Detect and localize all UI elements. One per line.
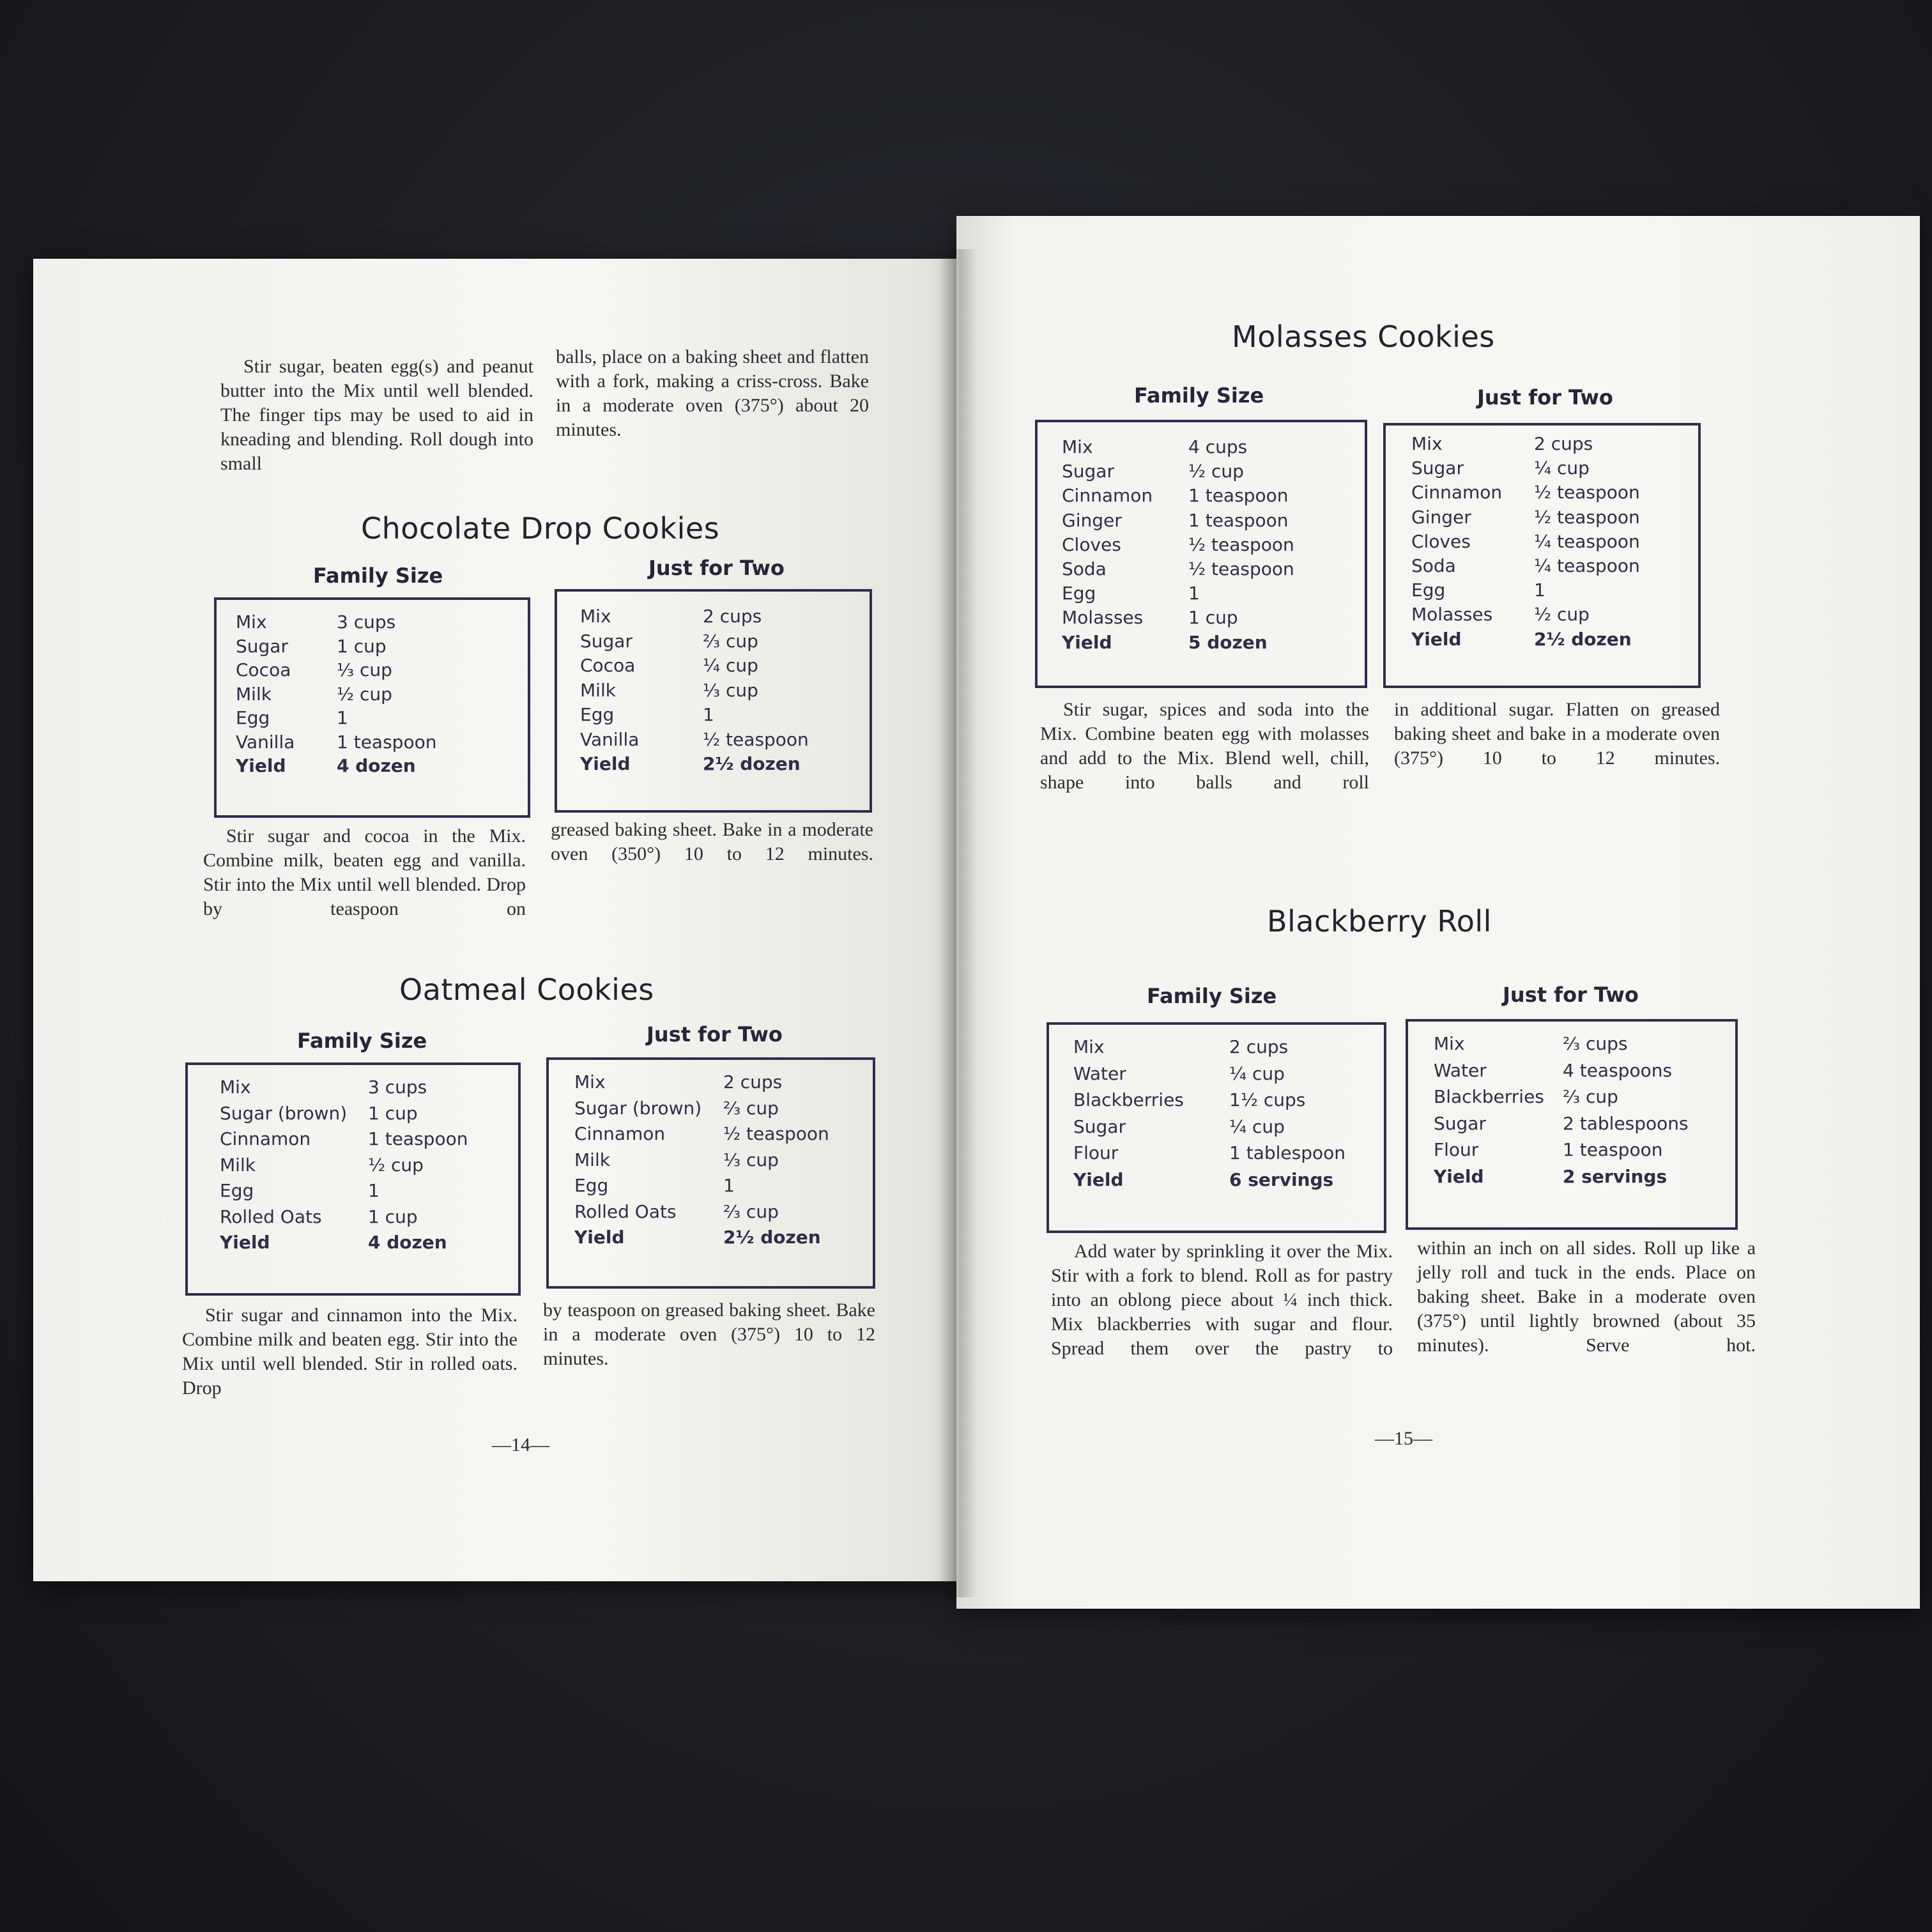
ingredient-amount: 1	[1188, 583, 1200, 604]
ingredient-name: Mix	[574, 1071, 606, 1092]
recipe-title-chocolate-drop: Chocolate Drop Cookies	[361, 511, 720, 546]
ingredient-name: Blackberries	[1434, 1086, 1544, 1107]
ingredient-name: Water	[1073, 1062, 1126, 1084]
ingredient-name: Mix	[220, 1077, 251, 1098]
ingredient-amount: ½ teaspoon	[723, 1123, 829, 1144]
ingredient-amount: 1	[368, 1180, 379, 1201]
ingredient-amount: 2 cups	[1534, 433, 1593, 454]
ingredients-box-family	[214, 597, 530, 818]
ingredient-name: Flour	[1073, 1142, 1119, 1163]
ingredient-amount: ⅔ cup	[703, 630, 758, 652]
ingredient-amount: ⅔ cup	[1563, 1086, 1618, 1107]
ingredient-name: Yield	[1411, 628, 1462, 650]
ingredient-name: Vanilla	[236, 731, 295, 753]
family-size-label: Family Size	[1147, 984, 1277, 1008]
ingredient-amount: ⅔ cup	[723, 1097, 779, 1119]
ingredient-name: Sugar (brown)	[574, 1097, 702, 1119]
ingredient-amount: 2½ dozen	[1534, 628, 1632, 650]
ingredient-amount: ½ cup	[368, 1154, 424, 1176]
directions-col2: greased baking sheet. Bake in a moderate oven (350°) 10 to 12 minutes.	[551, 819, 873, 864]
ingredient-name: Yield	[580, 753, 631, 774]
ingredient-name: Soda	[1411, 555, 1456, 576]
ingredient-name: Cloves	[1411, 530, 1471, 552]
ingredient-name: Mix	[1062, 436, 1093, 457]
ingredient-name: Sugar	[580, 630, 632, 652]
ingredient-amount: 1	[723, 1175, 735, 1196]
ingredient-name: Mix	[1434, 1033, 1465, 1054]
ingredient-name: Egg	[220, 1180, 254, 1201]
ingredient-amount: ½ teaspoon	[1534, 482, 1640, 503]
ingredient-amount: 4 dozen	[337, 755, 416, 776]
ingredient-name: Yield	[1434, 1165, 1484, 1187]
ingredient-name: Yield	[1073, 1169, 1124, 1190]
ingredient-amount: ⅓ cup	[337, 659, 392, 680]
ingredient-amount: ¼ cup	[1229, 1116, 1285, 1137]
just-for-two-label: Just for Two	[1503, 983, 1639, 1007]
directions-col2: within an inch on all sides. Roll up like a jelly roll and tuck in the ends. Place on baking sheet. Bake in a moderate oven (375°) until lightly browned (about 35 minutes). Serve hot.	[1417, 1238, 1756, 1356]
ingredients-box-family	[185, 1062, 521, 1296]
ingredient-amount: 2 cups	[1229, 1036, 1289, 1057]
ingredient-name: Sugar (brown)	[220, 1102, 348, 1124]
ingredient-amount: 2½ dozen	[703, 753, 801, 774]
ingredient-amount: ¼ cup	[703, 655, 758, 676]
ingredient-amount: 1 cup	[368, 1102, 418, 1124]
ingredient-amount: 4 dozen	[368, 1232, 447, 1253]
ingredients-box-two	[1406, 1019, 1738, 1230]
ingredient-name: Sugar	[1434, 1112, 1486, 1134]
ingredient-name: Egg	[580, 704, 615, 725]
just-for-two-label: Just for Two	[1477, 385, 1613, 410]
ingredient-name: Yield	[1062, 631, 1112, 653]
ingredient-name: Vanilla	[580, 728, 640, 750]
ingredients-box-family	[1046, 1022, 1386, 1233]
ingredient-amount: ½ cup	[1534, 604, 1590, 625]
directions-col1: Stir sugar, spices and soda into the Mix. Combine beaten egg with molasses and add to the Mix. Blend well, chill, shape into balls and roll	[1040, 699, 1369, 793]
ingredient-name: Blackberries	[1073, 1089, 1184, 1110]
ingredient-name: Sugar	[1062, 461, 1114, 482]
directions-col1: Stir sugar and cocoa in the Mix. Combine milk, beaten egg and vanilla. Stir into the Mix until well blended. Drop by teaspoon on	[203, 825, 526, 919]
ingredient-amount: ½ teaspoon	[1534, 506, 1640, 528]
ingredient-name: Cocoa	[236, 659, 291, 680]
ingredient-name: Ginger	[1411, 506, 1471, 528]
directions-col1: Add water by sprinkling it over the Mix. Stir with a fork to blend. Roll as for pastry into an oblong piece about ¼ inch thick. Mix blackberries with sugar and flour. Spread them over the pastry to	[1051, 1241, 1393, 1359]
recipe-title-oatmeal: Oatmeal Cookies	[399, 972, 654, 1007]
family-size-label: Family Size	[313, 564, 443, 588]
ingredient-amount: 5 dozen	[1188, 631, 1268, 653]
ingredient-name: Flour	[1434, 1139, 1479, 1160]
ingredients-box-two	[555, 589, 872, 813]
ingredient-amount: 2 tablespoons	[1563, 1112, 1689, 1134]
ingredient-name: Molasses	[1062, 607, 1144, 629]
ingredient-name: Egg	[1062, 583, 1096, 604]
ingredient-amount: 4 cups	[1188, 436, 1248, 457]
ingredient-name: Mix	[580, 606, 611, 627]
ingredient-name: Yield	[236, 755, 286, 776]
recipe-title-molasses: Molasses Cookies	[1232, 319, 1495, 354]
ingredient-name: Sugar	[1411, 457, 1464, 479]
ingredient-name: Ginger	[1062, 509, 1122, 531]
ingredient-name: Rolled Oats	[574, 1200, 677, 1222]
ingredient-amount: 2 servings	[1563, 1165, 1667, 1187]
ingredient-name: Cinnamon	[220, 1128, 311, 1149]
ingredient-amount: 1 teaspoon	[1188, 509, 1289, 531]
ingredient-name: Yield	[574, 1227, 625, 1248]
ingredient-amount: ¼ teaspoon	[1534, 555, 1640, 576]
ingredient-amount: 1 teaspoon	[368, 1128, 468, 1149]
ingredient-amount: ½ cup	[337, 683, 392, 705]
ingredient-amount: 1 teaspoon	[1188, 485, 1289, 507]
family-size-label: Family Size	[297, 1029, 427, 1053]
ingredient-amount: 1½ cups	[1229, 1089, 1306, 1110]
ingredient-name: Sugar	[1073, 1116, 1126, 1137]
ingredient-amount: 1 tablespoon	[1229, 1142, 1346, 1163]
ingredients-box-two	[546, 1057, 875, 1289]
ingredient-name: Egg	[1411, 579, 1446, 601]
ingredient-amount: ⅓ cup	[723, 1149, 779, 1170]
ingredient-amount: 6 servings	[1229, 1169, 1334, 1190]
page-number: —15—	[1375, 1428, 1432, 1449]
ingredient-amount: ½ cup	[1188, 461, 1244, 482]
ingredient-name: Egg	[574, 1175, 609, 1196]
ingredients-box-family	[1035, 420, 1367, 688]
ingredient-amount: ⅔ cups	[1563, 1033, 1628, 1054]
ingredient-name: Cinnamon	[1062, 485, 1153, 507]
just-for-two-label: Just for Two	[647, 1022, 783, 1046]
ingredient-name: Mix	[1073, 1036, 1105, 1057]
ingredient-amount: 3 cups	[337, 611, 396, 632]
ingredient-name: Rolled Oats	[220, 1206, 322, 1227]
ingredient-name: Yield	[220, 1232, 270, 1253]
directions-col2: in additional sugar. Flatten on greased baking sheet and bake in a moderate oven (375°) 10 to 12 minutes.	[1394, 699, 1720, 769]
ingredient-amount: 1 teaspoon	[337, 731, 437, 753]
ingredient-amount: 3 cups	[368, 1077, 427, 1098]
directions-col2: by teaspoon on greased baking sheet. Bake in a moderate oven (375°) 10 to 12 minutes.	[543, 1300, 875, 1369]
ingredient-name: Milk	[220, 1154, 256, 1176]
ingredient-amount: 1 cup	[368, 1206, 418, 1227]
ingredient-amount: 1	[337, 707, 348, 728]
ingredient-amount: 1	[1534, 579, 1545, 601]
ingredient-name: Milk	[580, 679, 616, 701]
ingredient-amount: 1	[703, 704, 714, 725]
ingredient-amount: 2 cups	[703, 606, 762, 627]
ingredient-name: Molasses	[1411, 604, 1493, 625]
just-for-two-label: Just for Two	[648, 556, 785, 580]
ingredient-amount: 2½ dozen	[723, 1227, 821, 1248]
page-number: —14—	[492, 1434, 549, 1455]
ingredients-box-two	[1383, 423, 1701, 688]
ingredient-name: Soda	[1062, 558, 1107, 579]
family-size-label: Family Size	[1134, 383, 1264, 408]
ingredient-name: Water	[1434, 1059, 1487, 1081]
ingredient-name: Mix	[1411, 433, 1443, 454]
ingredient-amount: 1 cup	[1188, 607, 1238, 629]
ingredient-amount: ½ teaspoon	[1188, 533, 1294, 555]
ingredient-amount: ½ teaspoon	[1188, 558, 1294, 579]
ingredient-name: Sugar	[236, 635, 288, 657]
ingredient-name: Cinnamon	[574, 1123, 666, 1144]
recipe-title-blackberry-roll: Blackberry Roll	[1267, 904, 1492, 939]
ingredient-name: Cloves	[1062, 533, 1121, 555]
ingredient-amount: 1 teaspoon	[1563, 1139, 1663, 1160]
intro-paragraph-col2: balls, place on a baking sheet and flatten with a fork, making a criss-cross. Bake in a moderate oven (375°) about 20 minutes.	[556, 346, 869, 440]
ingredient-amount: 2 cups	[723, 1071, 783, 1092]
ingredient-amount: ¼ cup	[1534, 457, 1590, 479]
ingredient-amount: 4 teaspoons	[1563, 1059, 1673, 1081]
ingredient-name: Milk	[574, 1149, 610, 1170]
ingredient-amount: ¼ teaspoon	[1534, 530, 1640, 552]
directions-col1: Stir sugar and cinnamon into the Mix. Combine milk and beaten egg. Stir into the Mix until well blended. Stir in rolled oats. Drop	[182, 1305, 518, 1399]
ingredient-name: Cinnamon	[1411, 482, 1503, 503]
ingredient-name: Milk	[236, 683, 272, 705]
ingredient-name: Mix	[236, 611, 267, 632]
book-gutter	[939, 249, 977, 1597]
intro-paragraph-col1: Stir sugar, beaten egg(s) and peanut butter into the Mix until well blended. The finger tips may be used to aid in kneading and blending. Roll dough into small	[220, 356, 533, 474]
ingredient-name: Cocoa	[580, 655, 636, 676]
ingredient-name: Egg	[236, 707, 270, 728]
ingredient-amount: ¼ cup	[1229, 1062, 1285, 1084]
ingredient-amount: ⅔ cup	[723, 1200, 779, 1222]
ingredient-amount: ⅓ cup	[703, 679, 758, 701]
ingredient-amount: ½ teaspoon	[703, 728, 809, 750]
ingredient-amount: 1 cup	[337, 635, 387, 657]
